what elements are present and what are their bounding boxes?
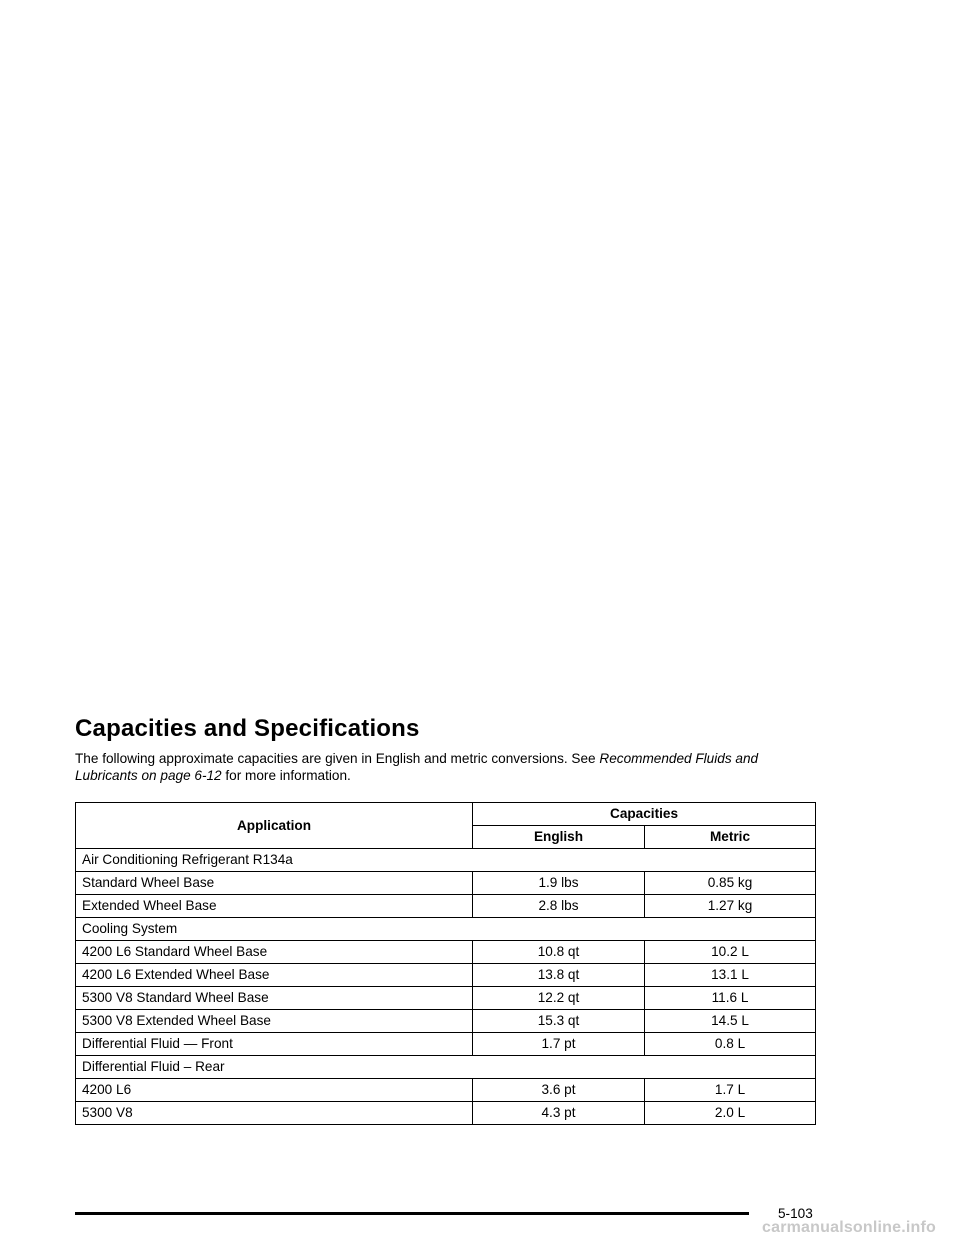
table-header-row	[76, 803, 816, 826]
intro-text: The following approximate capacities are given in English and metric conversions. See	[75, 751, 600, 766]
row-label: Differential Fluid — Front	[76, 1033, 473, 1056]
site-watermark: carmanualsonline.info	[762, 1219, 937, 1236]
capacities-section	[75, 714, 815, 784]
row-label: 5300 V8 Standard Wheel Base	[76, 987, 473, 1010]
row-label: 4200 L6 Extended Wheel Base	[76, 964, 473, 987]
row-label: 5300 V8	[76, 1102, 473, 1125]
table-row	[76, 1079, 816, 1102]
table-row-group	[76, 849, 816, 872]
metric-value: 0.8 L	[645, 1033, 816, 1056]
footer-divider	[75, 1212, 749, 1215]
metric-value: 10.2 L	[645, 941, 816, 964]
table-row	[76, 987, 816, 1010]
row-label: 5300 V8 Extended Wheel Base	[76, 1010, 473, 1033]
table-row	[76, 895, 816, 918]
metric-value: 2.0 L	[645, 1102, 816, 1125]
metric-value: 1.7 L	[645, 1079, 816, 1102]
table-row	[76, 1010, 816, 1033]
table-row-group	[76, 918, 816, 941]
column-header-metric: Metric	[645, 826, 816, 849]
group-label: Air Conditioning Refrigerant R134a	[76, 849, 816, 872]
column-header-capacities: Capacities	[473, 803, 816, 826]
english-value: 1.9 lbs	[473, 872, 645, 895]
english-value: 4.3 pt	[473, 1102, 645, 1125]
english-value: 15.3 qt	[473, 1010, 645, 1033]
fluids-reference-link[interactable]: Recommended Fluids and Lubricants on page 6-12	[75, 751, 759, 783]
table-row-group	[76, 1056, 816, 1079]
english-value: 10.8 qt	[473, 941, 645, 964]
english-value: 1.7 pt	[473, 1033, 645, 1056]
group-label: Cooling System	[76, 918, 816, 941]
table-row	[76, 1102, 816, 1125]
intro-paragraph	[75, 750, 815, 784]
capacities-table	[75, 802, 816, 1125]
english-value: 13.8 qt	[473, 964, 645, 987]
section-title: Capacities and Specifications	[75, 715, 420, 742]
row-label: Standard Wheel Base	[76, 872, 473, 895]
metric-value: 13.1 L	[645, 964, 816, 987]
row-label: Extended Wheel Base	[76, 895, 473, 918]
column-header-english: English	[473, 826, 645, 849]
metric-value: 14.5 L	[645, 1010, 816, 1033]
row-label: 4200 L6 Standard Wheel Base	[76, 941, 473, 964]
row-label: 4200 L6	[76, 1079, 473, 1102]
english-value: 12.2 qt	[473, 987, 645, 1010]
column-header-application: Application	[76, 803, 473, 849]
english-value: 2.8 lbs	[473, 895, 645, 918]
table-row	[76, 1033, 816, 1056]
page-number: 5-103	[778, 1206, 813, 1221]
metric-value: 1.27 kg	[645, 895, 816, 918]
table-row	[76, 964, 816, 987]
table-row	[76, 872, 816, 895]
table-row	[76, 941, 816, 964]
group-label: Differential Fluid – Rear	[76, 1056, 816, 1079]
english-value: 3.6 pt	[473, 1079, 645, 1102]
metric-value: 0.85 kg	[645, 872, 816, 895]
metric-value: 11.6 L	[645, 987, 816, 1010]
intro-text-end: for more information.	[221, 768, 351, 783]
